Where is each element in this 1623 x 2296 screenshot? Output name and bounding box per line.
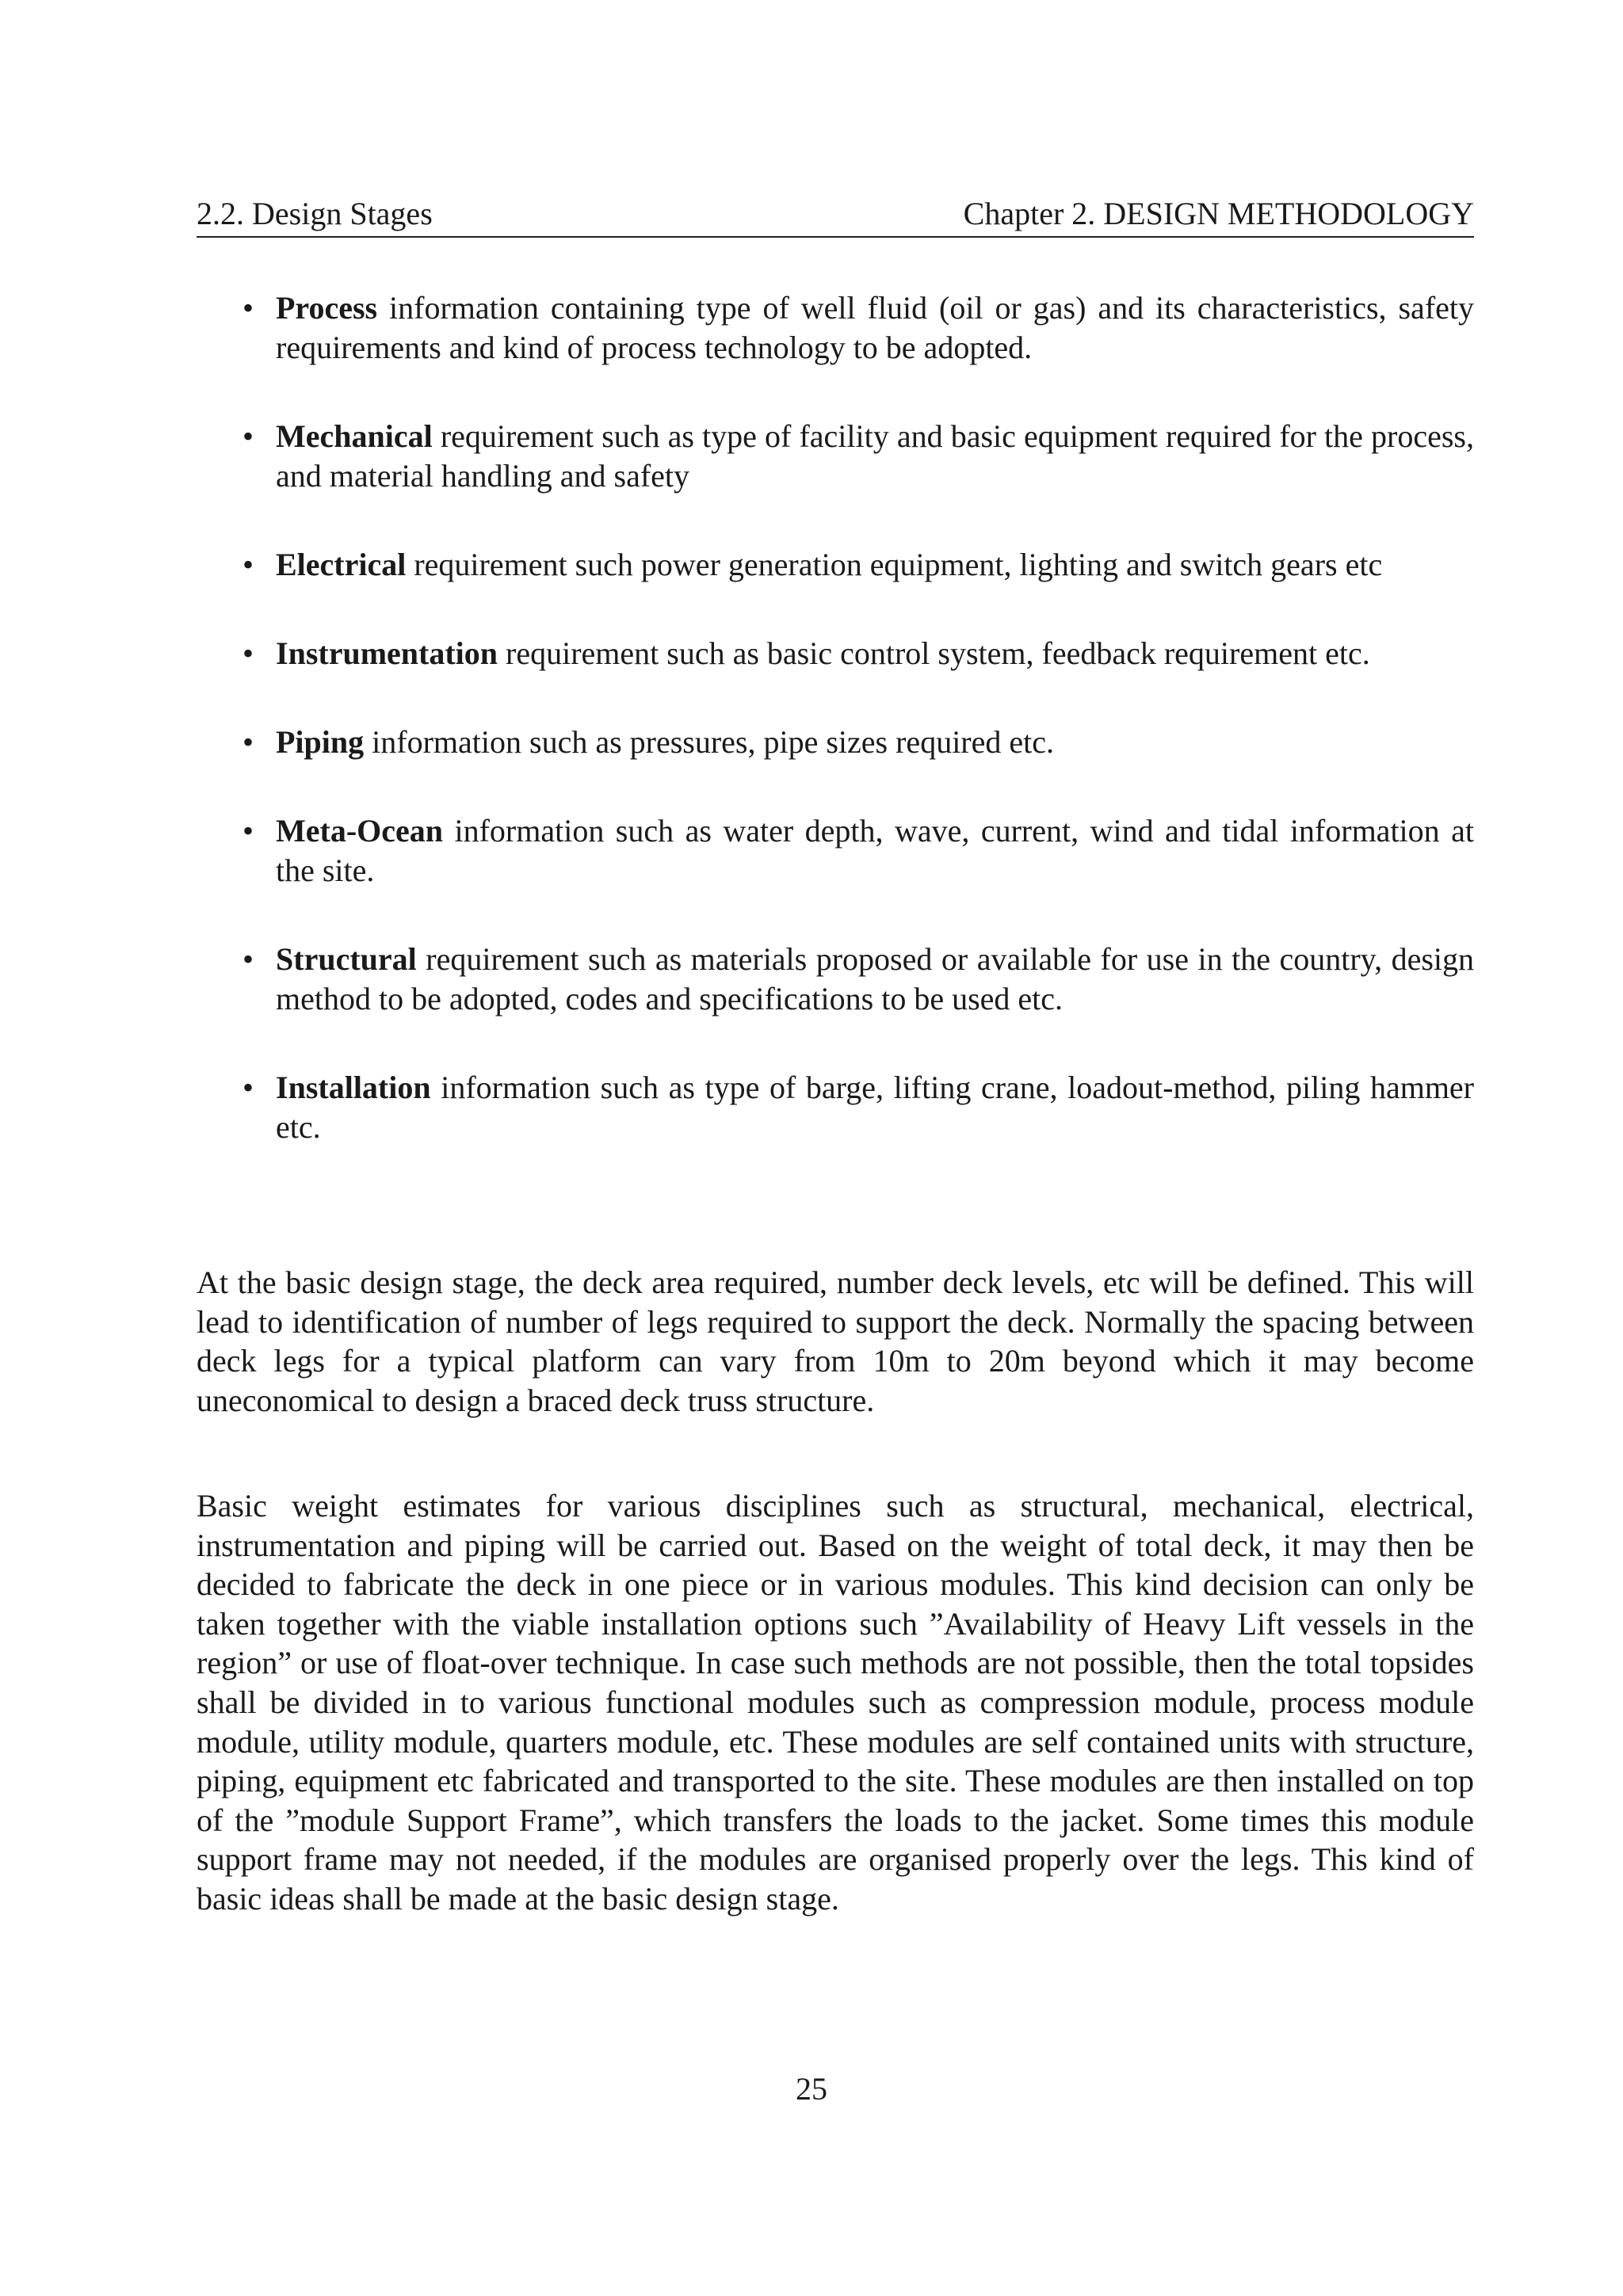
list-item-meta-ocean bbox=[197, 811, 1474, 891]
running-header bbox=[197, 192, 1474, 238]
header-section-title: 2.2. Design Stages bbox=[197, 196, 433, 231]
list-item-term: Piping bbox=[276, 724, 365, 760]
requirements-list bbox=[197, 288, 1474, 1196]
list-item-text: requirement such as basic control system, feedback requirement etc. bbox=[498, 635, 1370, 671]
list-item-structural bbox=[197, 940, 1474, 1019]
list-item-instrumentation bbox=[197, 634, 1474, 673]
list-item-term: Meta-Ocean bbox=[276, 813, 444, 849]
list-item-piping bbox=[197, 723, 1474, 762]
bullet-icon: • bbox=[242, 941, 254, 977]
list-item-text: requirement such as materials proposed or available for use in the country, design method to be adopted, codes and specifications to be used etc. bbox=[276, 941, 1474, 1016]
list-item-text: information such as water depth, wave, current, wind and tidal information at the site. bbox=[276, 813, 1474, 888]
list-item-text: information such as type of barge, lifting crane, loadout-method, piling hammer etc. bbox=[276, 1070, 1474, 1145]
list-item-process bbox=[197, 288, 1474, 368]
list-item-term: Process bbox=[276, 290, 378, 326]
bullet-icon: • bbox=[242, 418, 254, 454]
bullet-icon: • bbox=[242, 635, 254, 671]
list-item-term: Installation bbox=[276, 1070, 431, 1105]
list-item-mechanical bbox=[197, 417, 1474, 496]
body-paragraph-weight-estimates: Basic weight estimates for various disciplines such as structural, mechanical, electrical, instrumentation and piping will be carried out. Based on the weight of total deck, it may then be decided to fabricate the deck in one piece or in various modules. This kind decision can only be taken together with the viable installation options such ”Availability of Heavy Lift vessels in the region” or use of float-over technique. In case such methods are not possible, then the total topsides shall be divided in to various functional modules such as compression module, process module module, utility module, quarters module, etc. These modules are self contained units with structure, piping, equipment etc fabricated and transported to the site. These modules are then installed on top of the ”module Support Frame”, which transfers the loads to the jacket. Some times this module support frame may not needed, if the modules are organised properly over the legs. This kind of basic ideas shall be made at the basic design stage. bbox=[197, 1488, 1474, 1917]
list-item-text: information such as pressures, pipe sizes required etc. bbox=[364, 724, 1054, 760]
header-chapter-title: Chapter 2. DESIGN METHODOLOGY bbox=[963, 196, 1474, 231]
list-item-text: information containing type of well fluid (oil or gas) and its characteristics, safety requirements and kind of process technology to be adopted. bbox=[276, 290, 1474, 365]
list-item-text: requirement such as type of facility and basic equipment required for the process, and material handling and safety bbox=[276, 418, 1474, 494]
list-item-term: Structural bbox=[276, 941, 417, 977]
bullet-icon: • bbox=[242, 724, 254, 760]
bullet-icon: • bbox=[242, 813, 254, 849]
list-item-text: requirement such power generation equipment, lighting and switch gears etc bbox=[406, 547, 1383, 582]
bullet-icon: • bbox=[242, 1070, 254, 1105]
bullet-icon: • bbox=[242, 547, 254, 582]
body-paragraph-deck-area: At the basic design stage, the deck area required, number deck levels, etc will be defined. This will lead to identification of number of legs required to support the deck. Normally the spacing between deck legs for a typical platform can vary from 10m to 20m beyond which it may become uneconomical to design a braced deck truss structure. bbox=[197, 1264, 1474, 1418]
list-item-electrical bbox=[197, 545, 1474, 585]
list-item-term: Mechanical bbox=[276, 418, 433, 454]
list-item-term: Electrical bbox=[276, 547, 407, 582]
list-item-term: Instrumentation bbox=[276, 635, 498, 671]
bullet-icon: • bbox=[242, 290, 254, 326]
list-item-installation bbox=[197, 1068, 1474, 1147]
page-number: 25 bbox=[796, 2071, 827, 2107]
